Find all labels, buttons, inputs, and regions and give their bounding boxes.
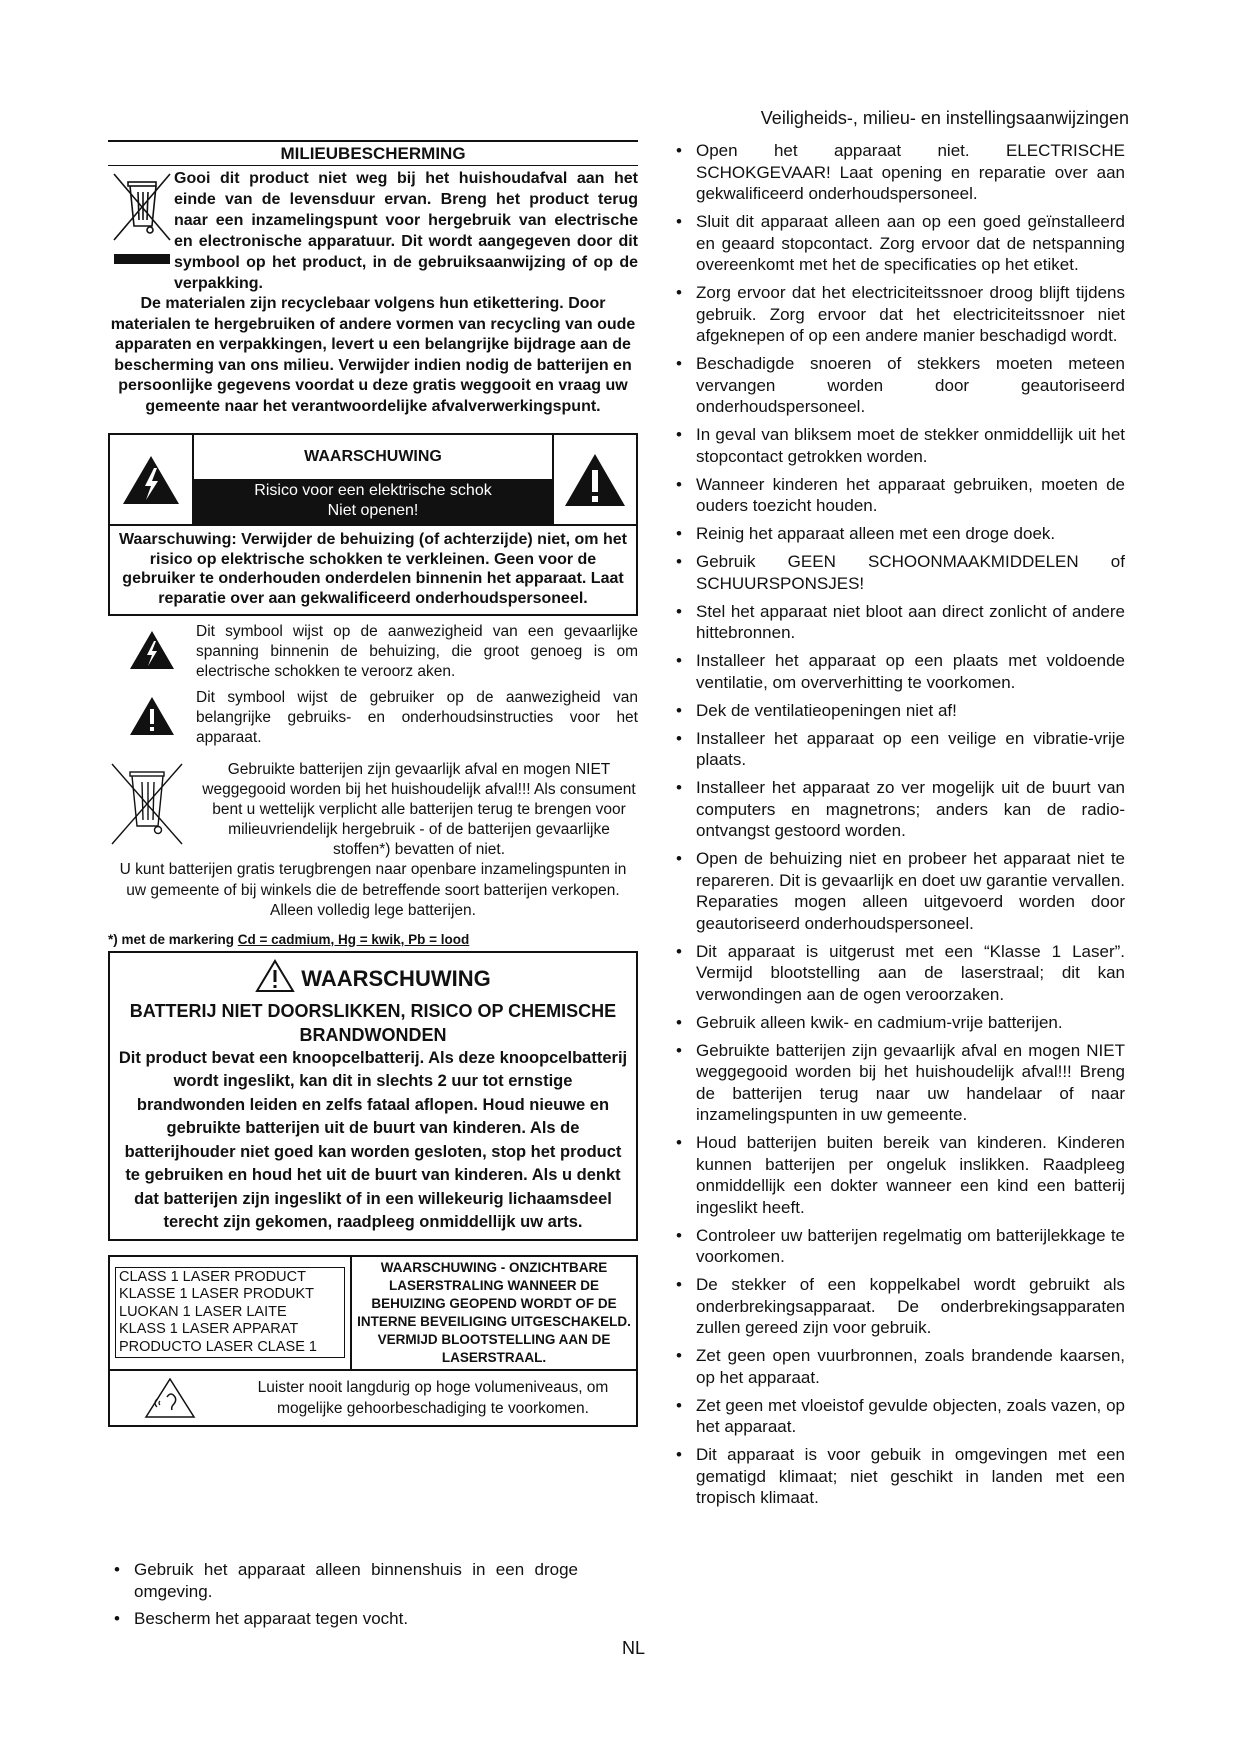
environment-block (108, 168, 638, 294)
list-item: • Beschadigde snoeren of stekkers moeten meteen vervangen worden door geautoriseerd onderhoudspersoneel. (670, 353, 1125, 418)
button-cell-warning-subtitle: BATTERIJ NIET DOORSLIKKEN, RISICO OP CHEMISCHE BRANDWONDEN (129, 1000, 617, 1045)
list-item: • Gebruik alleen kwik- en cadmium-vrije batterijen. (670, 1012, 1125, 1034)
warning-outline-icon (255, 959, 295, 999)
battery-disposal-row (108, 760, 638, 860)
environment-recycling-text: De materialen zijn recyclebaar volgens hun etikettering. Door materialen te hergebruiken of andere vormen van recycling van oude apparaten en verpakkingen, levert u een belangrijke bijdrage aan de bescherming van ons milieu. Verwijder indien nodig de batterijen en persoonlijke gegevens voordat u deze gratis weggooit en vraag uw gemeente naar het verantwoordelijke afvalverwerkingspunt. (110, 295, 636, 415)
list-item: • Dit apparaat is voor gebuik in omgevingen met een gematigd klimaat; niet geschikt in landen met een tropisch klimaat. (670, 1444, 1125, 1509)
list-item: • Zet geen met vloeistof gevulde objecten, zoals vazen, op het apparaat. (670, 1395, 1125, 1438)
list-item: • Houd batterijen buiten bereik van kinderen. Kinderen kunnen batterijen per ongeluk inslikken. Raadpleeg onmiddellijk een dokter wanneer een kind een batterij ingeslikt heeft. (670, 1132, 1125, 1218)
laser-class-item: CLASS 1 LASER PRODUCT (119, 1268, 306, 1285)
footnote-chemicals: Cd = cadmium, Hg = kwik, Pb = lood (237, 931, 470, 947)
environment-title: MILIEUBESCHERMING (108, 140, 638, 166)
button-cell-warning-title: WAARSCHUWING (301, 965, 491, 991)
list-item: • Installeer het apparaat op een veilige en vibratie-vrije plaats. (670, 728, 1125, 771)
lightning-warning-icon (110, 435, 192, 524)
shock-warning-box (108, 433, 638, 616)
instruction-symbol-row (108, 688, 638, 748)
shock-warning-body: Waarschuwing: Verwijder de behuizing (of achterzijde) niet, om het risico op elektrische schokken te verkleinen. Geen voor de gebruiker te onderhouden onderdelen binnenin het apparaat. Laat reparatie over aan gekwalificeerd onderhoudspersoneel. (119, 531, 627, 607)
right-bullet-list (670, 140, 1125, 1515)
lightning-triangle-icon (108, 622, 196, 682)
hearing-warning-text: Luister nooit langdurig op hoge volumeniveaus, om mogelijke gehoorbeschadiging te voorkomen. (257, 1378, 609, 1417)
list-item: • Open het apparaat niet. ELECTRISCHE SCHOKGEVAAR! Laat opening en reparatie over aan gekwalificeerd onderhoudspersoneel. (670, 140, 1125, 205)
list-item: • Dek de ventilatieopeningen niet af! (670, 700, 1125, 722)
list-item: • In geval van bliksem moet de stekker onmiddellijk uit het stopcontact getrokken worden. (670, 424, 1125, 467)
list-item: • Gebruik GEEN SCHOONMAAKMIDDELEN of SCHUURSPONSJES! (670, 551, 1125, 594)
battery-disposal-text: Gebruikte batterijen zijn gevaarlijk afval en mogen NIET weggegooid worden bij het huishoudelijk afval!!! Als consument bent u wettelijk verplicht alle batterijen terug te brengen voor milieuvriendelijk hergebruik - of de batterijen gevaarlijke stoffen*) bevatten of niet. (202, 761, 636, 858)
laser-class-item: KLASSE 1 LASER PRODUKT (119, 1286, 315, 1303)
list-item: • Reinig het apparaat alleen met een droge doek. (670, 523, 1125, 545)
shock-warning-title: WAARSCHUWING (304, 448, 442, 465)
list-item: • Zorg ervoor dat het electriciteitssnoer droog blijft tijdens gebruik. Zorg ervoor dat het electriciteitssnoer niet afgeknepen of op een andere manier beschadigd wordt. (670, 282, 1125, 347)
shock-warning-line1: Risico voor een elektrische schok (254, 482, 492, 499)
list-item: • De stekker of een koppelkabel wordt gebruikt als onderbrekingsapparaat. De onderbrekingsapparaten zullen gereed zijn voor gebruik. (670, 1274, 1125, 1339)
crossed-bin-icon (108, 168, 174, 276)
voltage-symbol-row (108, 622, 638, 682)
page-footer-language: NL (622, 1638, 646, 1658)
list-item: • Sluit dit apparaat alleen aan op een goed geïnstalleerd en geaard stopcontact. Zorg ervoor dat de netspanning overeenkomt met het de specificaties op het etiket. (670, 211, 1125, 276)
list-item: • Installeer het apparaat zo ver mogelijk uit de buurt van computers en magnetrons; anders kan de radio-ontvangst gestoord worden. (670, 777, 1125, 842)
page-header: Veiligheids-, milieu- en instellingsaanwijzingen (760, 108, 1129, 128)
list-item: • Dit apparaat is uitgerust met een “Klasse 1 Laser”. Vermijd blootstelling aan de laserstraal; dit kan verwondingen aan de ogen veroorzaken. (670, 941, 1125, 1006)
laser-class-item: LUOKAN 1 LASER LAITE (119, 1303, 287, 1320)
environment-text: Gooi dit product niet weg bij het huishoudafval aan het einde van de levensduur ervan. Breng het product terug naar een inzamelingspunt voor hergebruik van electrische en electronische apparatuur. Dit wordt aangegeven door dit symbool op het product, in de gebruiksaanwijzing of op de verpakking. (174, 170, 638, 292)
list-item: • Bescherm het apparaat tegen vocht. (108, 1608, 578, 1630)
instruction-symbol-text: Dit symbool wijst de gebruiker op de aanwezigheid van belangrijke gebruiks- en onderhoudsinstructies voor het apparaat. (196, 689, 638, 746)
footnote-prefix: *) met de markering (108, 931, 238, 947)
exclamation-triangle-icon (108, 688, 196, 748)
shock-warning-line2: Niet openen! (327, 502, 419, 519)
list-item: • Controleer uw batterijen regelmatig om batterijlekkage te voorkomen. (670, 1225, 1125, 1268)
laser-class-item: PRODUCTO LASER CLASE 1 (119, 1338, 317, 1355)
voltage-symbol-text: Dit symbool wijst op de aanwezigheid van een gevaarlijke spanning binnenin de behuizing, die groot genoeg is om electrische schokken te veroorz aken. (196, 623, 638, 680)
button-cell-warning-box (108, 951, 638, 1241)
laser-warning-text: WAARSCHUWING - ONZICHTBARE LASERSTRALING WANNEER DE BEHUIZING GEOPEND WORDT OF DE INTERNE BEVEILIGING UITGESCHAKELD. VERMIJD BLOOTSTELLING AAN DE LASERSTRAAL. (350, 1257, 636, 1369)
list-item: • Stel het apparaat niet bloot aan direct zonlicht of andere hittebronnen. (670, 601, 1125, 644)
laser-box (108, 1255, 638, 1427)
laser-class-list (115, 1267, 345, 1359)
left-bullet-list (108, 1559, 578, 1636)
hearing-warning-icon (110, 1377, 230, 1419)
left-column (108, 140, 638, 1427)
list-item: • Installeer het apparaat op een plaats met voldoende ventilatie, om oververhitting te voorkomen. (670, 650, 1125, 693)
list-item: • Open de behuizing niet en probeer het apparaat niet te repareren. Dit is gevaarlijk en doet uw garantie vervallen. Reparaties mogen alleen uitgevoerd worden door geautoriseerd onderhoudspersoneel. (670, 848, 1125, 934)
laser-class-item: KLASS 1 LASER APPARAT (119, 1321, 299, 1338)
list-item: • Zet geen open vuurbronnen, zoals brandende kaarsen, op het apparaat. (670, 1345, 1125, 1388)
battery-empty-text: Alleen volledig lege batterijen. (270, 902, 476, 919)
button-cell-warning-body: Dit product bevat een knoopcelbatterij. Als deze knoopcelbatterij wordt ingeslikt, kan dit in slechts 2 uur tot ernstige brandwonden leiden en zelfs fataal aflopen. Houd nieuwe en gebruikte batterijen uit de buurt van kinderen. Als de batterijhouder niet goed kan worden gesloten, stop het product te gebruiken en houd het uit de buurt van kinderen. Als u denkt dat batterijen zijn ingeslikt of in een willekeurig lichaamsdeel terecht zijn gekomen, raadpleeg onmiddellijk uw arts. (118, 1048, 628, 1231)
list-item: • Gebruikte batterijen zijn gevaarlijk afval en mogen NIET weggegooid worden bij het huishoudelijk afval!!! Breng de batterijen terug naar uw handelaar of naar inzamelingspunten in uw gemeente. (670, 1040, 1125, 1126)
battery-return-text: U kunt batterijen gratis terugbrengen naar openbare inzamelingspunten in uw gemeente of bij winkels die de betreffende soort batterijen verkopen. (119, 861, 627, 899)
list-item: • Gebruik het apparaat alleen binnenshuis in een droge omgeving. (108, 1559, 578, 1602)
exclamation-warning-icon (554, 435, 636, 524)
crossed-bin-battery-icon (108, 760, 200, 850)
battery-footnote (108, 932, 638, 947)
list-item: • Wanneer kinderen het apparaat gebruiken, moeten de ouders toezicht houden. (670, 474, 1125, 517)
